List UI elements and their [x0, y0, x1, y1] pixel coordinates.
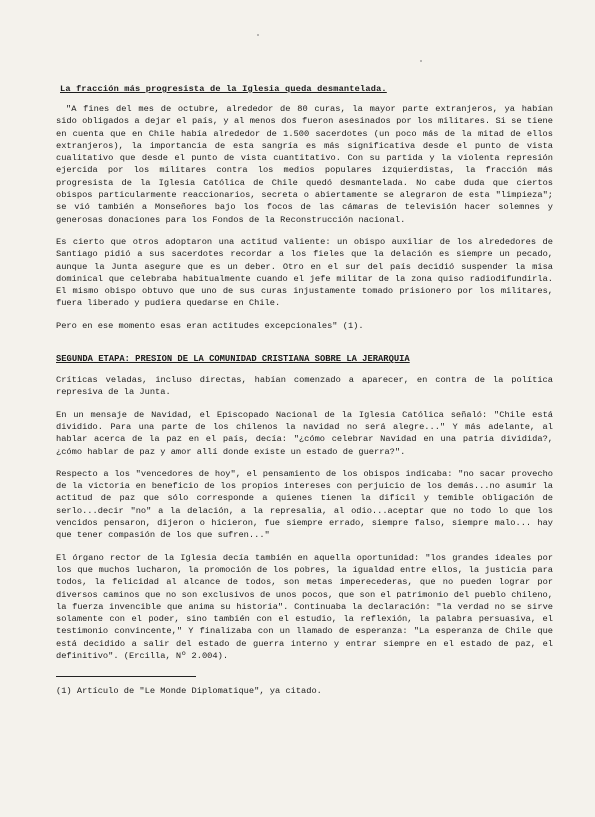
paper-speck [420, 60, 422, 62]
body-paragraph: El órgano rector de la Iglesia decía también en aquella oportunidad: "los grandes ideales por los que muchos lucharon, la promoción de los pobres, la igualdad entre ellos, la justicia para todos, la felicidad al alcance de todos, son metas imperecederas, que no pueden lograr por diversos caminos que no son exclusivos de unos pocos, que son el patrimonio del pueblo chileno, la fuerza invencible que anima su historia". Continuaba la declaración: "la verdad no se sirve solamente con el poder, sino también con el estudio, la reflexión, la palabra persuasiva, el testimonio convincente," Y finalizaba con un llamado de esperanza: "La esperanza de Chile que está decidido a salir del estado de guerra interno y entrar siempre en el estado de paz, el definitivo". (Ercilla, Nº 2.004). [56, 552, 553, 661]
body-paragraph: Es cierto que otros adoptaron una actitud valiente: un obispo auxiliar de los alrededores de Santiago pidió a sus sacerdotes recordar a los fieles que la delación es siempre un pecado, aunque la Junta asegure que es un deber. Otro en el sur del país decidió suspender la misa dominical que celebraba habitualmente cuando el jefe militar de la zona quiso radiodifundirla. El mismo obispo obtuvo que uno de sus curas injustamente tomado prisionero por los militares, fuera liberado y pudiera quedarse en Chile. [56, 236, 553, 309]
body-paragraph: "A fines del mes de octubre, alrededor de 80 curas, la mayor parte extranjeros, ya habían sido obligados a dejar el país, y al menos dos fueron asesinados por los militares. Si se tiene en cuenta que en Chile había alrededor de 1.500 sacerdotes (un poco más de la mitad de ellos extranjeros), la importancia de esta sangría es más significativa desde el punto de vista cualitativo que desde el punto de vista cuantitativo. Con su partida y la violenta represión ejercida por los militares contra los medios populares izquierdistas, la fracción más progresista de la Iglesia Católica de Chile quedó desmantelada. No cabe duda que ciertos obispos particularmente reaccionarios, secreta o abiertamente se alegraron de esta "limpieza"; se vió también a Monseñores bajo los focos de las cámaras de televisión hacer solemnes y generosas donaciones para los Fondos de la Reconstrucción nacional. [56, 104, 553, 225]
body-paragraph: Pero en ese momento esas eran actitudes excepcionales" (1). [56, 320, 364, 331]
paper-speck [257, 34, 259, 36]
body-paragraph: En un mensaje de Navidad, el Episcopado Nacional de la Iglesia Católica señaló: "Chile está dividido. Para una parte de los chilenos la navidad no será alegre..." Y más adelante, al hablar acerca de la paz en el país, decía: "¿cómo celebrar Navidad en una patria dividida?, ¿cómo hablar de paz y amor allí donde existe un estado de guerra?". [56, 409, 553, 457]
body-paragraph: Críticas veladas, incluso directas, habían comenzado a aparecer, en contra de la política represiva de la Junta. [56, 375, 553, 398]
footnote-divider [56, 676, 196, 677]
section-heading-1: La fracción más progresista de la Iglesia queda desmantelada. [60, 84, 387, 94]
body-paragraph: Respecto a los "vencedores de hoy", el pensamiento de los obispos indicaba: "no sacar provecho de la victoria en beneficio de los propios intereses con perjuicio de los demás...no asumir la actitud de paz que sólo corresponde a quienes tienen la difícil y temible obligación de serlo...decir "no" a la delación, a la represalia, al odio...aceptar que no todo lo que los vencidos pensaron, dijeron o hicieron, fue siempre errado, siempre falso, siempre malo... hay que tener compasión de los que sufren..." [56, 468, 553, 541]
footnote: (1) Artículo de "Le Monde Diplomatique", ya citado. [56, 686, 322, 697]
section-title-2: SEGUNDA ETAPA: PRESION DE LA COMUNIDAD CRISTIANA SOBRE LA JERARQUIA [56, 354, 410, 365]
